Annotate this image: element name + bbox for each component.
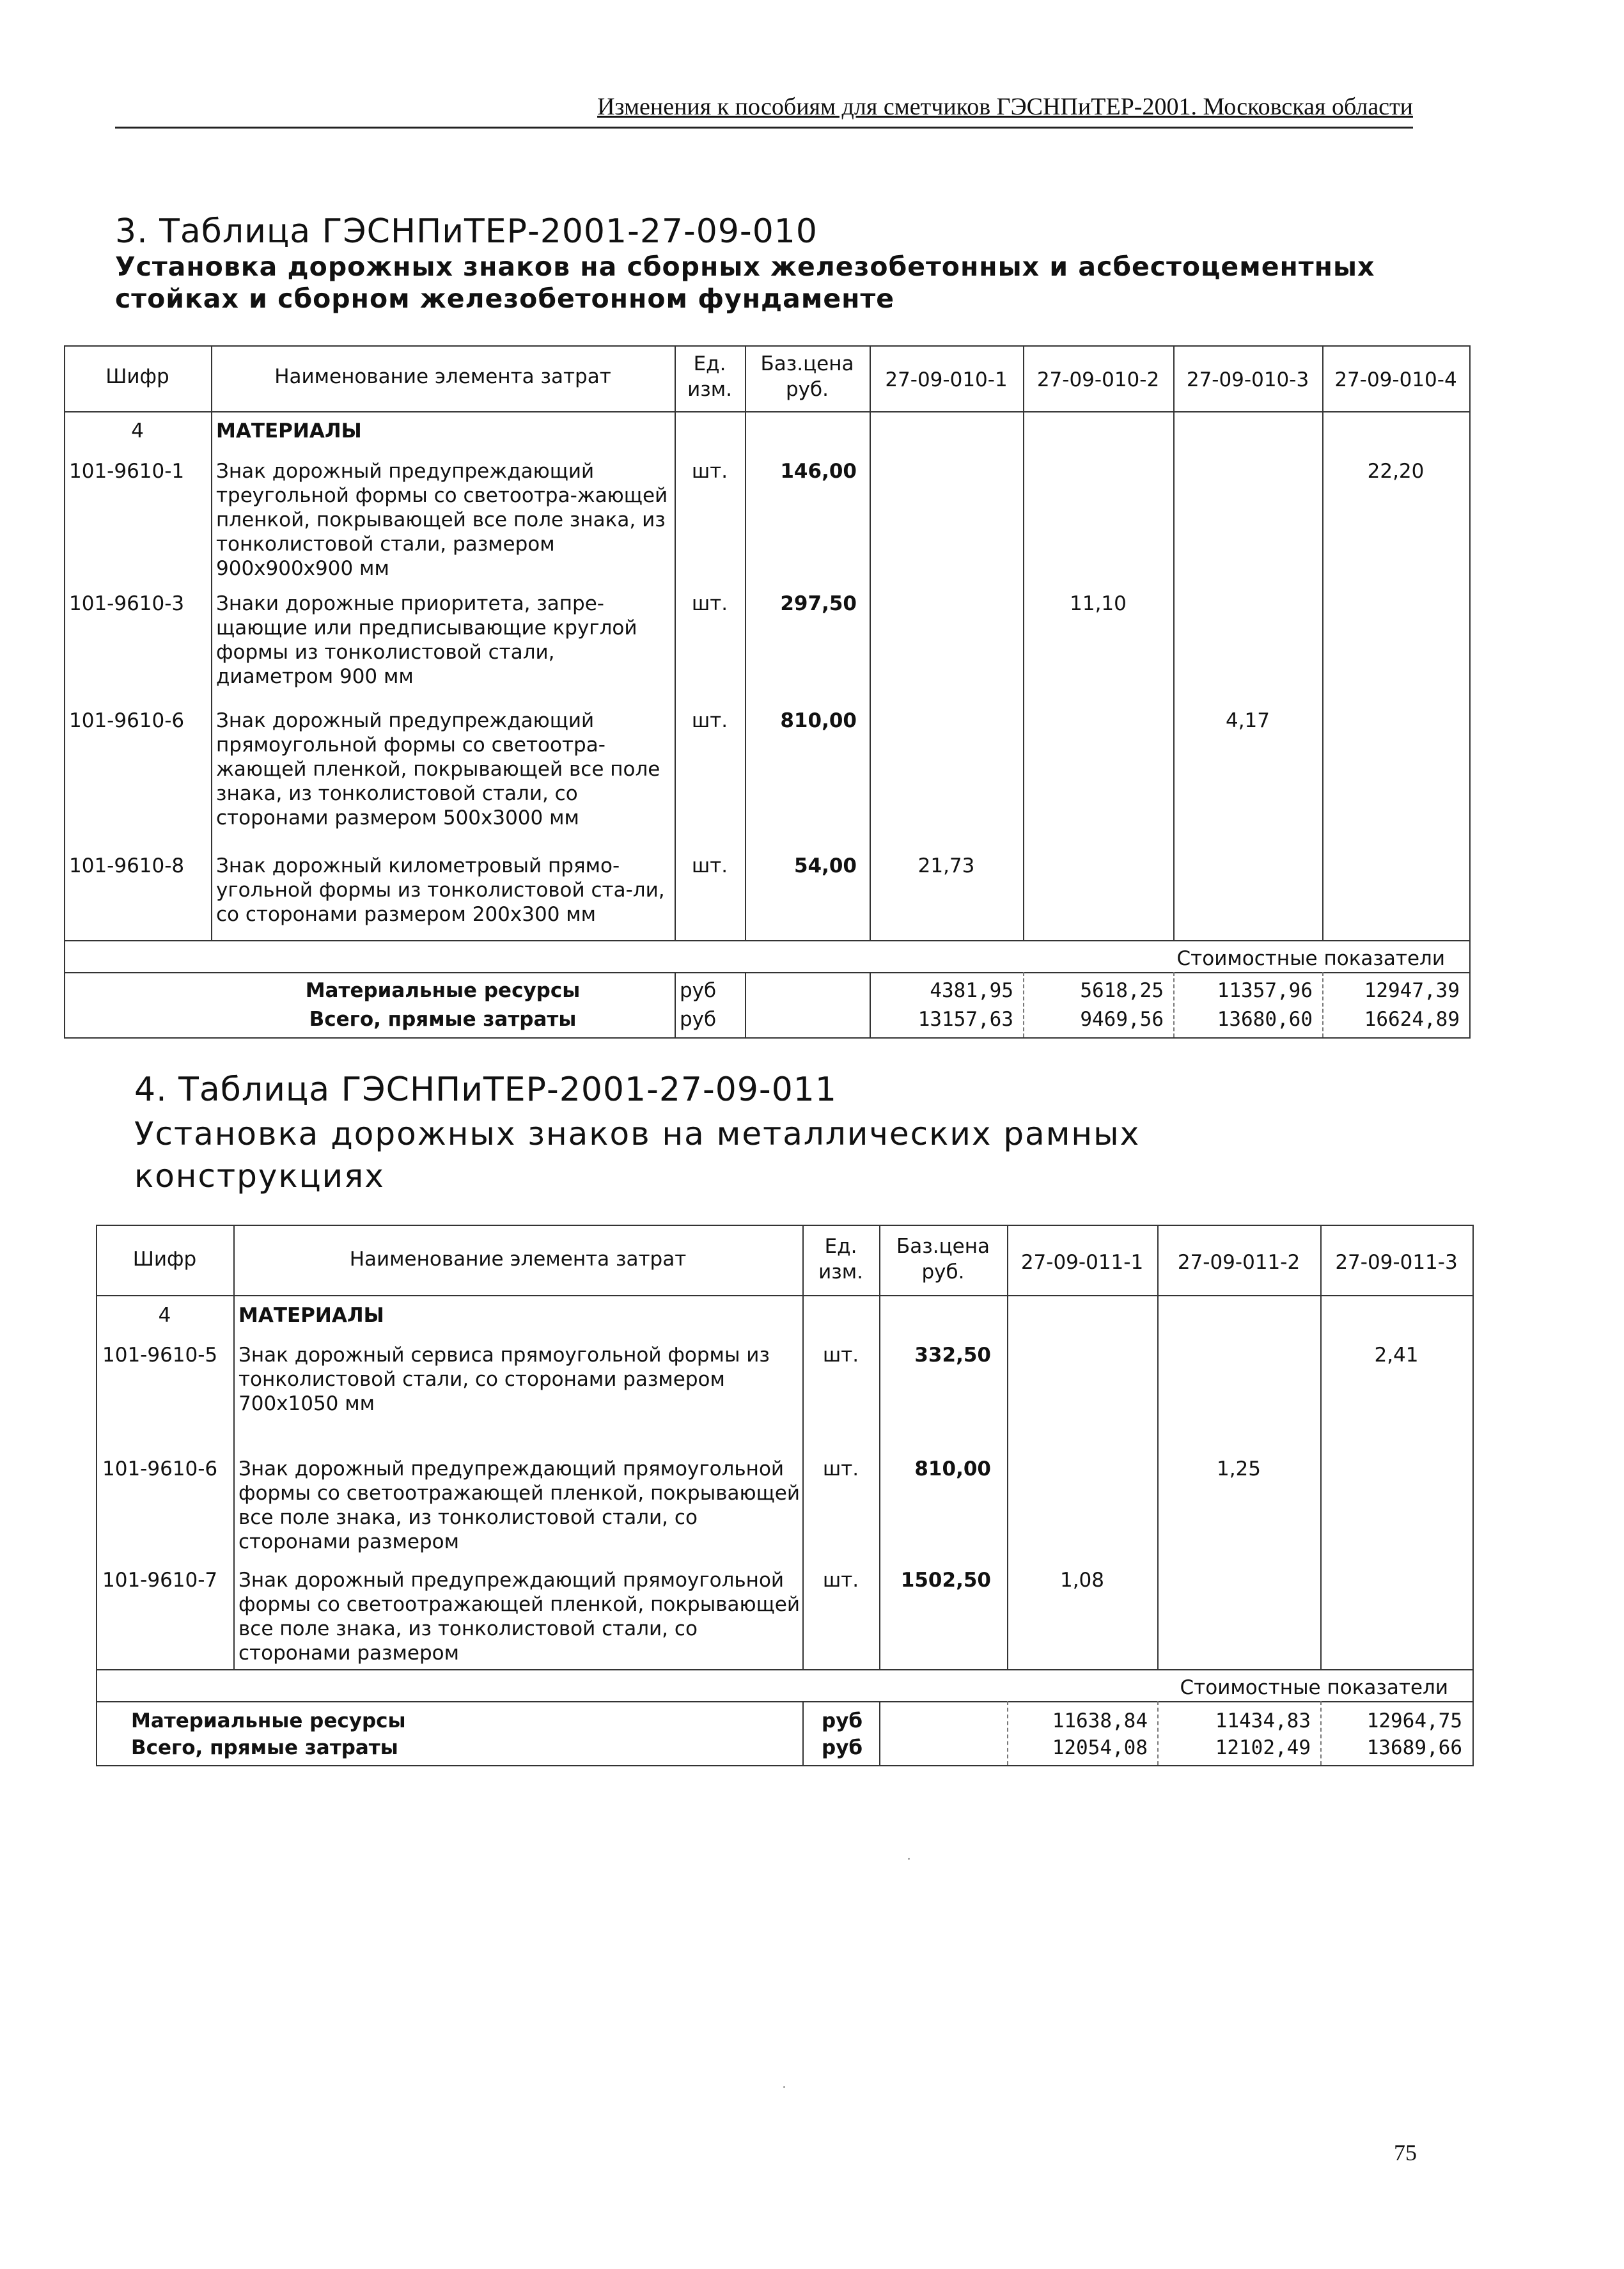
table-row-value: 1,08 [1059, 1569, 1105, 1592]
t4-header-col3: 27-09-011-3 [1335, 1251, 1458, 1274]
t4-total-label-direct: Всего, прямые затраты [131, 1736, 398, 1759]
t4-header-price-l2: руб. [921, 1260, 965, 1284]
t3-total-value: 9469,56 [1080, 1008, 1164, 1031]
table-row-price: 1502,50 [900, 1569, 991, 1592]
scan-speck [908, 1858, 910, 1860]
t3-group-code: 4 [131, 420, 144, 443]
table-row-value: 1,25 [1216, 1457, 1261, 1480]
t4-header-col2: 27-09-011-2 [1177, 1251, 1300, 1274]
t3-group-name: МАТЕРИАЛЫ [216, 420, 362, 443]
table3-subtitle-line1: Установка дорожных знаков на сборных железобетонных и асбестоцементных [115, 251, 1375, 282]
table-row-price: 810,00 [780, 709, 857, 732]
t3-header-name: Наименование элемента затрат [274, 365, 611, 388]
table-row-unit: шт. [691, 460, 728, 483]
t3-total-label-direct: Всего, прямые затраты [309, 1008, 577, 1031]
table-row-value: 22,20 [1367, 460, 1425, 483]
t4-header-unit-l1: Ед. [824, 1235, 857, 1258]
t4-header-unit-l2: изм. [818, 1260, 863, 1284]
table3-subtitle-line2: стойках и сборном железобетонном фундаменте [115, 283, 895, 314]
table4-title: 4. Таблица ГЭСНПиТЕР-2001-27-09-011 [134, 1071, 837, 1109]
table-row-name: Знаки дорожные приоритета, запре-щающие или предписывающие круглой формы из тонколистовой стали, диаметром 900 мм [216, 592, 637, 688]
t3-header-unit-l1: Ед. [693, 352, 726, 375]
table-row-value: 21,73 [917, 854, 975, 877]
table-row-name: Знак дорожный предупреждающий треугольной формы со светоотра-жающей пленкой, покрывающей все поле знака, из тонколистовой стали, размером 900х900х900 мм [216, 460, 668, 580]
table-row-unit: шт. [822, 1344, 859, 1367]
table-row-name: Знак дорожный сервиса прямоугольной формы из тонколистовой стали, со сторонами размером 700х1050 мм [238, 1344, 770, 1415]
t3-total-value: 5618,25 [1080, 979, 1164, 1002]
t3-header-col4: 27-09-010-4 [1334, 368, 1457, 391]
page-number: 75 [1394, 2140, 1417, 2165]
table-row-price: 332,50 [914, 1344, 991, 1367]
table-row-price: 54,00 [793, 854, 857, 877]
table-row-unit: шт. [691, 592, 728, 615]
scan-speck [783, 2086, 785, 2088]
table-row-unit: шт. [691, 709, 728, 732]
table-row-price: 146,00 [780, 460, 857, 483]
table-row-name: Знак дорожный предупреждающий прямоугольной формы со светоотра-жающей пленкой, покрывающей все поле знака, из тонколистовой стали, со сторонами размером 500х3000 мм [216, 709, 660, 829]
table-row-name: Знак дорожный предупреждающий прямоугольной формы со светоотражающей пленкой, покрывающей все поле знака, из тонколистовой стали, со сторонами размером [238, 1569, 800, 1665]
table-row-code: 101-9610-1 [69, 460, 185, 483]
t3-header-price-l1: Баз.цена [760, 352, 854, 375]
t3-total-value: 12947,39 [1364, 979, 1460, 1002]
t4-group-name: МАТЕРИАЛЫ [238, 1304, 384, 1327]
table-row-name: Знак дорожный километровый прямо-угольной формы из тонколистовой ста-ли, со сторонами размером 200х300 мм [216, 854, 665, 926]
t3-header-col2: 27-09-010-2 [1036, 368, 1160, 391]
t3-total-value: 16624,89 [1364, 1008, 1460, 1031]
t4-total-value: 11638,84 [1052, 1709, 1148, 1732]
t3-total-value: 13157,63 [917, 1008, 1013, 1031]
t4-total-value: 12964,75 [1366, 1709, 1462, 1732]
t3-header-col3: 27-09-010-3 [1186, 368, 1309, 391]
t3-header-col1: 27-09-010-1 [885, 368, 1008, 391]
table-row-name: Знак дорожный предупреждающий прямоугольной формы со светоотражающей пленкой, покрывающей все поле знака, из тонколистовой стали, со сторонами размером [238, 1457, 800, 1553]
table-row-unit: шт. [691, 854, 728, 877]
table-row-code: 101-9610-8 [69, 854, 185, 877]
t3-header-price-l2: руб. [786, 378, 829, 401]
t4-total-unit: руб [822, 1736, 863, 1759]
table-row-unit: шт. [822, 1457, 859, 1480]
t4-header-price-l1: Баз.цена [896, 1235, 990, 1258]
t4-total-value: 12102,49 [1215, 1736, 1311, 1759]
t4-header-col1: 27-09-011-1 [1020, 1251, 1144, 1274]
table-row-code: 101-9610-7 [102, 1569, 218, 1592]
t4-header-name: Наименование элемента затрат [349, 1248, 687, 1271]
t3-header-unit-l2: изм. [687, 378, 732, 401]
t4-header-code: Шифр [132, 1248, 197, 1271]
table-row-code: 101-9610-5 [102, 1344, 218, 1367]
table3-title: 3. Таблица ГЭСНПиТЕР-2001-27-09-010 [115, 212, 818, 251]
t4-total-value: 12054,08 [1052, 1736, 1148, 1759]
t4-total-value: 11434,83 [1215, 1709, 1311, 1732]
table-row-code: 101-9610-6 [102, 1457, 218, 1480]
t4-cost-caption: Стоимостные показатели [1180, 1676, 1448, 1699]
table-row-unit: шт. [822, 1569, 859, 1592]
table-row-price: 810,00 [914, 1457, 991, 1480]
t3-total-unit: руб [680, 979, 717, 1002]
table-row-value: 2,41 [1374, 1344, 1419, 1367]
t4-total-unit: руб [822, 1709, 863, 1732]
table4-subtitle-line2: конструкциях [134, 1158, 385, 1195]
t4-group-code: 4 [158, 1304, 171, 1327]
table-row-value: 11,10 [1070, 592, 1127, 615]
table4-subtitle-line1: Установка дорожных знаков на металлических рамных [134, 1115, 1141, 1152]
t3-total-label-materials: Материальные ресурсы [305, 979, 581, 1002]
table-row-code: 101-9610-6 [69, 709, 185, 732]
t4-total-label-materials: Материальные ресурсы [131, 1709, 406, 1732]
table-row-code: 101-9610-3 [69, 592, 185, 615]
table-row-value: 4,17 [1225, 709, 1270, 732]
table-row-price: 297,50 [780, 592, 857, 615]
t3-cost-caption: Стоимостные показатели [1176, 947, 1445, 970]
t3-header-code: Шифр [105, 365, 169, 388]
t4-total-value: 13689,66 [1366, 1736, 1462, 1759]
t3-total-value: 11357,96 [1217, 979, 1313, 1002]
t3-total-value: 4381,95 [930, 979, 1013, 1002]
page-header: Изменения к пособиям для сметчиков ГЭСНПиТЕР-2001. Московская области [115, 91, 1413, 129]
t3-total-value: 13680,60 [1217, 1008, 1313, 1031]
t3-total-unit: руб [680, 1008, 717, 1031]
